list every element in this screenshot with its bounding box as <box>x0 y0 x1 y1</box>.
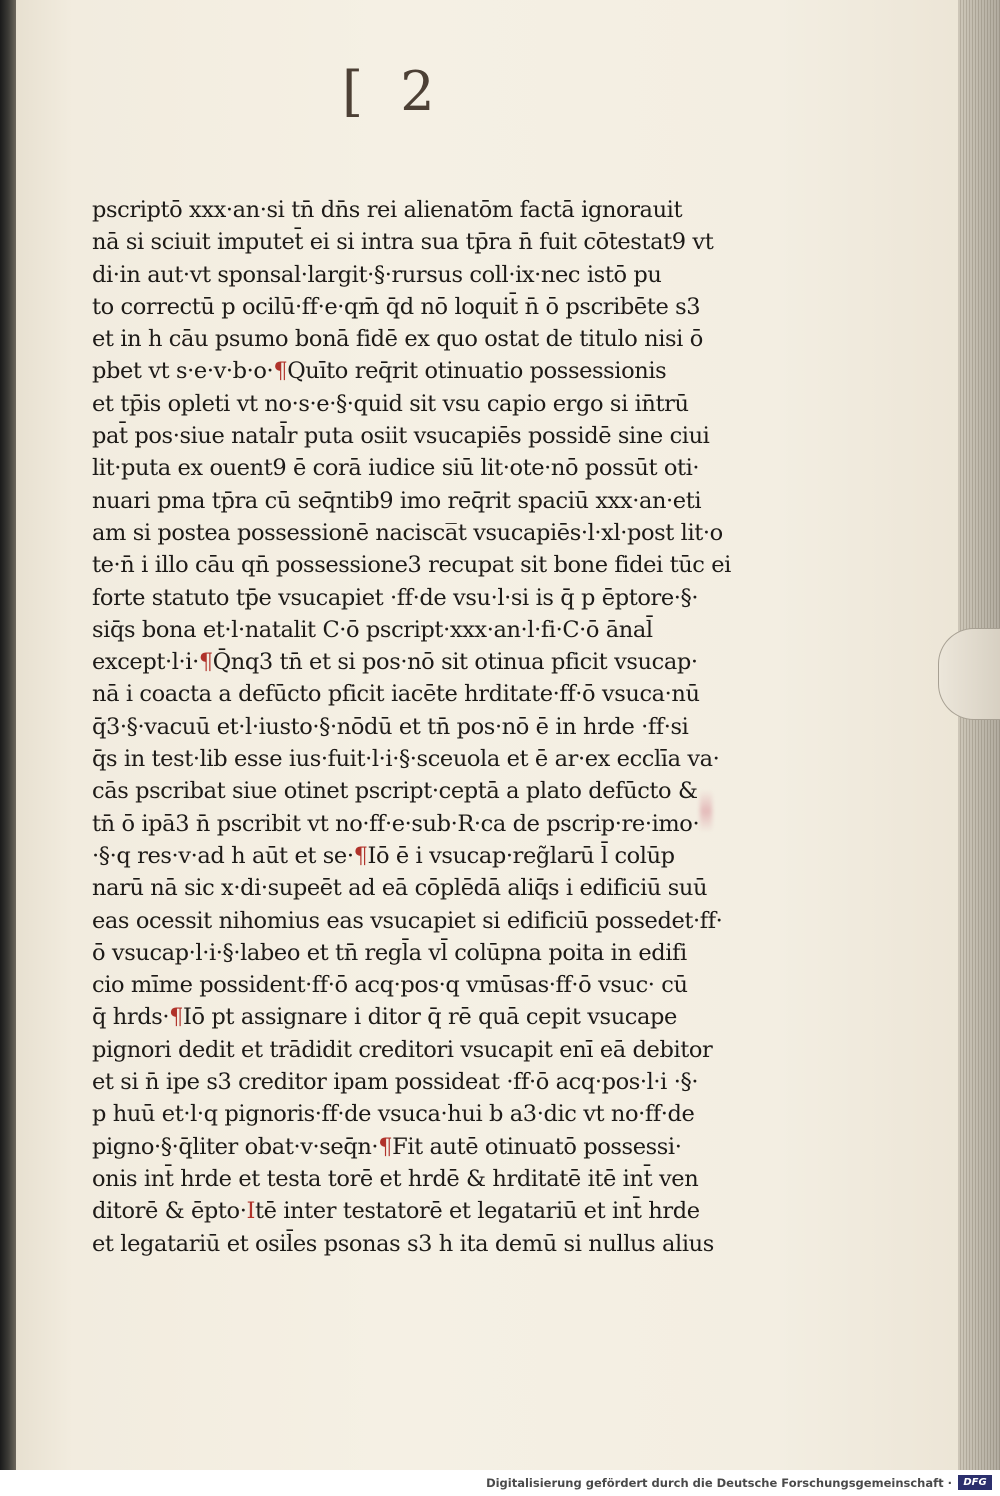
text-segment: pignori dedit et trādidit creditori vsucapit enī eā debitor <box>92 1036 713 1063</box>
text-segment: et legatariū et osil̄es psonas s3 h ita demū si nullus alius <box>92 1230 714 1257</box>
text-segment: cio mīme possident·ff·ō acq·pos·q vmūsas·ff·ō vsuc· cū <box>92 972 688 999</box>
text-segment: eas ocessit nihomius eas vsucapiet si edificiū possedet·ff· <box>92 907 723 934</box>
text-line <box>92 937 692 969</box>
text-segment: ·§·q res·v·ad h aūt et se· <box>92 842 354 869</box>
text-segment: onis int̄ hrde et testa torē et hrdē & hrditatē itē int̄ ven <box>92 1165 699 1192</box>
text-segment: ditorē & ēpto· <box>92 1198 247 1225</box>
text-line <box>92 1066 699 1098</box>
red-ink-stain <box>700 790 712 832</box>
text-segment: q̄s in test·lib esse ius·fuit·l·i·§·sceuola et ē ar·ex ecclīa va· <box>92 746 720 773</box>
text-segment: nā i coacta a defūcto pficit iacēte hrditate·ff·ō vsuca·nū <box>92 681 700 708</box>
printed-text-block <box>92 194 731 1260</box>
page-edges <box>958 0 1000 1470</box>
text-line <box>92 905 723 937</box>
rubric-mark: ¶ <box>353 842 368 869</box>
text-line <box>92 291 701 323</box>
rubric-mark: I <box>246 1198 255 1225</box>
text-segment: lit·puta ex ouent9 ē corā iudice siū lit·ote·nō possūt oti· <box>92 455 700 482</box>
text-segment: et tp̄is opleti vt no·s·e·§·quid sit vsu capio ergo si in̄trū <box>92 390 689 417</box>
text-segment: Fit autē otinuatō possessi· <box>392 1133 682 1160</box>
text-line <box>92 646 698 678</box>
text-line <box>92 678 700 710</box>
text-segment: Iō pt assignare i ditor q̄ rē quā cepit vsucape <box>183 1004 677 1031</box>
text-line <box>92 1228 714 1260</box>
text-segment: q̄ hrds· <box>92 1004 170 1031</box>
text-line <box>92 1195 700 1227</box>
text-line <box>92 485 702 517</box>
text-line <box>92 259 692 291</box>
text-line <box>92 549 731 581</box>
text-line <box>92 1034 713 1066</box>
text-line <box>92 840 692 872</box>
text-segment: narū nā sic x·di·supeēt ad eā cōplēdā aliq̄s i edificiū suū <box>92 875 708 902</box>
text-line <box>92 1163 699 1195</box>
text-line <box>92 582 699 614</box>
text-segment: q̄3·§·vacuū et·l·iusto·§·nōdū et tn̄ pos·nō ē in hrde ·ff·si <box>92 713 689 740</box>
text-line <box>92 420 710 452</box>
text-line <box>92 1001 692 1033</box>
text-line <box>92 194 692 226</box>
dfg-logo: DFG <box>958 1475 992 1490</box>
text-line <box>92 517 723 549</box>
rubric-mark: ¶ <box>273 358 288 385</box>
text-segment: ō vsucap·l·i·§·labeo et tn̄ regl̄a vl̄ colūpna poita in edifi <box>92 939 687 966</box>
text-segment: pbet vt s·e·v·b·o· <box>92 358 274 385</box>
text-segment: Quīto req̄rit otinuatio possessionis <box>287 358 667 385</box>
text-line <box>92 808 700 840</box>
rubric-mark: ¶ <box>198 649 213 676</box>
text-line <box>92 355 692 387</box>
text-line <box>92 775 698 807</box>
text-segment: except·l·i· <box>92 649 199 676</box>
text-segment: tē inter testatorē et legatariū et int̄ hrde <box>254 1198 700 1225</box>
text-segment: am si postea possessionē nacisca̅t vsucapiēs·l·xl·post lit·o <box>92 519 723 546</box>
text-segment: tn̄ ō ipā3 n̄ pscribit vt no·ff·e·sub·R·ca de pscrip·re·imo· <box>92 810 700 837</box>
text-segment: nuari pma tp̄ra cū seq̄ntib9 imo req̄rit spaciū xxx·an·eti <box>92 487 702 514</box>
text-line <box>92 1098 695 1130</box>
text-segment: forte statuto tp̄e vsucapiet ·ff·de vsu·l·si is q̄ p ēptore·§· <box>92 584 699 611</box>
handwritten-page-mark: [ 2 <box>342 60 445 123</box>
text-segment: p huū et·l·q pignoris·ff·de vsuca·hui b a3·dic vt no·ff·de <box>92 1101 695 1128</box>
text-segment: et in h cāu psumo bonā fidē ex quo ostat de titulo nisi ō <box>92 326 703 353</box>
text-segment: et si n̄ ipe s3 creditor ipam possideat ·ff·ō acq·pos·l·i ·§· <box>92 1069 699 1096</box>
footer-bar <box>0 1470 1000 1496</box>
text-line <box>92 1131 692 1163</box>
text-line <box>92 452 700 484</box>
text-segment: Iō ē i vsucap·reg̃larū l̄ colūp <box>367 842 675 869</box>
text-segment: te·n̄ i illo cāu qn̄ possessione3 recupat sit bone fidei tūc ei <box>92 552 731 579</box>
text-line <box>92 614 692 646</box>
text-line <box>92 743 720 775</box>
text-segment: pat̄ pos·siue natal̄r puta osiit vsucapiēs possidē sine ciui <box>92 423 710 450</box>
rubric-mark: ¶ <box>378 1133 393 1160</box>
text-segment: nā si sciuit imputet̄ ei si intra sua tp̄ra n̄ fuit cōtestat9 vt <box>92 229 714 256</box>
text-segment: siq̄s bona et·l·natalit C·ō pscript·xxx·an·l·fi·C·ō ānal̄ <box>92 616 653 643</box>
text-segment: pscriptō xxx·an·si tn̄ dn̄s rei alienatōm factā ignorauit <box>92 197 683 223</box>
text-segment: pigno·§·q̄liter obat·v·seq̄n· <box>92 1133 379 1160</box>
text-line <box>92 388 692 420</box>
text-line <box>92 872 708 904</box>
text-line <box>92 226 714 258</box>
funding-credit: Digitalisierung gefördert durch die Deutsche Forschungsgemeinschaft · <box>486 1476 952 1490</box>
text-segment: cās pscribat siue otinet pscript·ceptā a plato defūcto & <box>92 778 698 805</box>
text-segment: to correctū p ocilū·ff·e·qm̄ q̄d nō loquit̄ n̄ ō pscribēte s3 <box>92 293 701 320</box>
rubric-mark: ¶ <box>169 1004 184 1031</box>
text-line <box>92 711 692 743</box>
text-segment: di·in aut·vt sponsal·largit·§·rursus coll·ix·nec istō pu <box>92 261 662 288</box>
text-segment: Q̄nq3 tn̄ et si pos·nō sit otinua pficit vsucap· <box>212 649 698 676</box>
text-line <box>92 323 703 355</box>
text-line <box>92 969 692 1001</box>
page-clip <box>938 628 1000 720</box>
